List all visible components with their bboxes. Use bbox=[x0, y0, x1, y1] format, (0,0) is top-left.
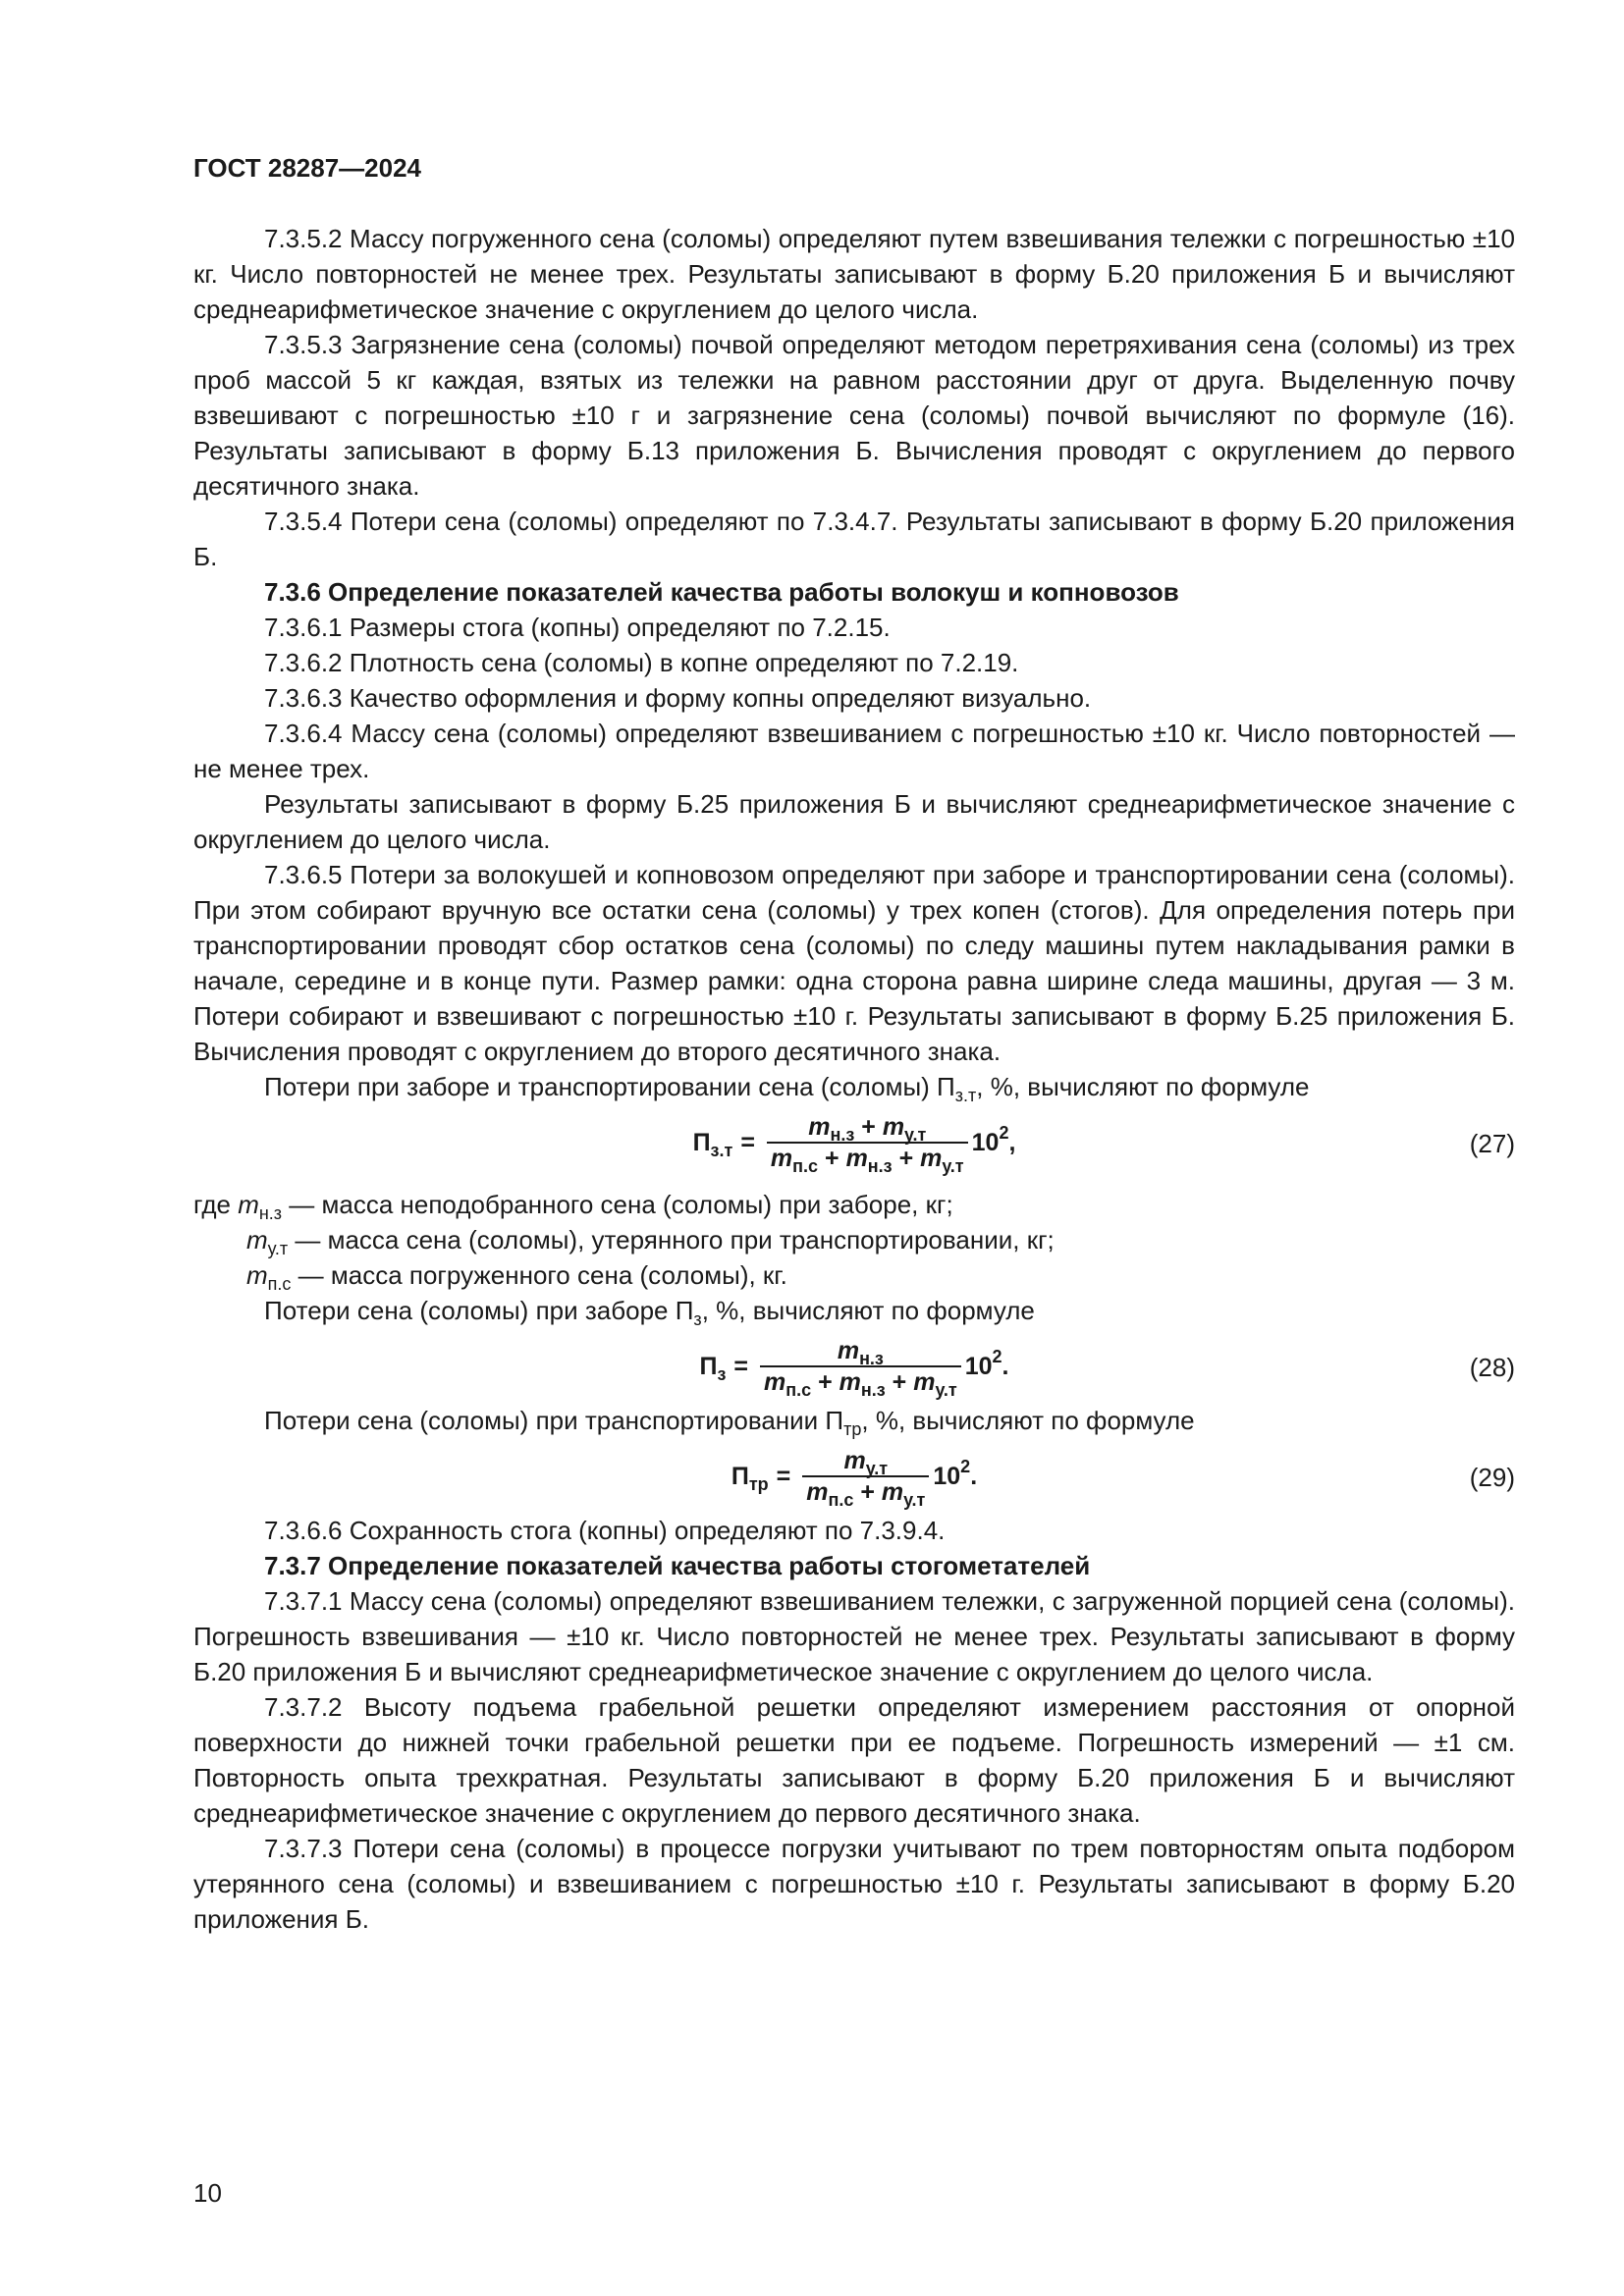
paragraph-7-3-6-2: 7.3.6.2 Плотность сена (соломы) в копне определяют по 7.2.19. bbox=[264, 648, 1019, 677]
formula-28-expression: $П_з$ = $\frac{m_{н.з}}{m_{п.с} + m_{н.з} + m_{у.т}}$ $10^2$. bbox=[699, 1337, 1009, 1400]
formula-29-fraction: $\frac{m_{у.т}}{m_{п.с} + m_{у.т}}$ bbox=[802, 1446, 929, 1507]
legend-row: $m_{у.т}$ — масса сена (соломы), утерянного при транспортировании, кг; bbox=[246, 1225, 1055, 1258]
document-body bbox=[193, 221, 1515, 1937]
section-heading-7-3-6: 7.3.6 Определение показателей качества работы волокуш и копновозов bbox=[264, 577, 1179, 607]
formula-27-number: (27) bbox=[1469, 1129, 1515, 1158]
formula-28-fraction: $\frac{m_{н.з}}{m_{п.с} + m_{н.з} + m_{у.т}}$ bbox=[760, 1336, 961, 1397]
page-number: 10 bbox=[193, 2178, 222, 2208]
formula-27-legend bbox=[193, 1187, 1515, 1293]
paragraph-7-3-6-3: 7.3.6.3 Качество оформления и форму копны определяют визуально. bbox=[264, 683, 1092, 713]
document-header: ГОСТ 28287—2024 bbox=[193, 153, 421, 183]
formula-27-fraction: $\frac{m_{н.з} + m_{у.т}}{m_{п.с} + m_{н.з} + m_{у.т}}$ bbox=[767, 1112, 968, 1173]
paragraph-7-3-6-1: 7.3.6.1 Размеры стога (копны) определяют по 7.2.15. bbox=[264, 613, 891, 642]
paragraph-7-3-7-2: 7.3.7.2 Высоту подъема грабельной решетки определяют измерением расстояния от опорной поверхности до нижней точки грабельной решетки при ее подъеме. Погрешность измерений — ±1 см. Повторность опыта трехкратная. Результаты записывают в форму Б.20 приложения Б и вычисляют среднеарифметическое значение с округлением до первого десятичного знака. bbox=[193, 1692, 1515, 1828]
formula-27 bbox=[193, 1104, 1515, 1187]
paragraph-7-3-5-2: 7.3.5.2 Массу погруженного сена (соломы) определяют путем взвешивания тележки с погрешностью ±10 кг. Число повторностей не менее трех. Результаты записывают в форму Б.20 приложения Б и вычисляют среднеарифметическое значение с округлением до целого числа. bbox=[193, 224, 1515, 324]
formula-29 bbox=[193, 1438, 1515, 1513]
paragraph-7-3-6-4: 7.3.6.4 Массу сена (соломы) определяют взвешиванием с погрешностью ±10 кг. Число повторностей — не менее трех. bbox=[193, 719, 1515, 783]
formula-29-expression: $П_{тр}$ = $\frac{m_{у.т}}{m_{п.с} + m_{у.т}}$ $10^2$. bbox=[731, 1447, 978, 1510]
formula-29-intro: Потери сена (соломы) при транспортировании $П_{тр}$, %, вычисляют по формуле bbox=[264, 1406, 1195, 1439]
legend-row: $m_{п.с}$ — масса погруженного сена (соломы), кг. bbox=[246, 1260, 787, 1294]
section-heading-7-3-7: 7.3.7 Определение показателей качества работы стогометателей bbox=[264, 1551, 1091, 1580]
legend-row: где $m_{н.з}$ — масса неподобранного сена (соломы) при заборе, кг; bbox=[193, 1190, 953, 1223]
paragraph-7-3-7-3: 7.3.7.3 Потери сена (соломы) в процессе погрузки учитывают по трем повторностям опыта подбором утерянного сена (соломы) и взвешиванием с погрешностью ±10 г. Результаты записывают в форму Б.20 приложения Б. bbox=[193, 1834, 1515, 1934]
paragraph-7-3-7-1: 7.3.7.1 Массу сена (соломы) определяют взвешиванием тележки, с загруженной порцией сена (соломы). Погрешность взвешивания — ±10 кг. Число повторностей не менее трех. Результаты записывают в форму Б.20 приложения Б и вычисляют среднеарифметическое значение с округлением до целого числа. bbox=[193, 1586, 1515, 1686]
formula-29-number: (29) bbox=[1469, 1463, 1515, 1492]
formula-27-expression: $П_{з.т}$ = $\frac{m_{н.з} + m_{у.т}}{m_{п.с} + m_{н.з} + m_{у.т}}$ $10^2$, bbox=[692, 1113, 1016, 1176]
formula-27-intro: Потери при заборе и транспортировании сена (соломы) $П_{з.т}$, %, вычисляют по формуле bbox=[264, 1072, 1310, 1105]
formula-28-intro: Потери сена (соломы) при заборе $П_з$, %, вычисляют по формуле bbox=[264, 1296, 1035, 1329]
paragraph-7-3-6-4-results: Результаты записывают в форму Б.25 приложения Б и вычисляют среднеарифметическое значение с округлением до целого числа. bbox=[193, 789, 1515, 854]
paragraph-7-3-6-5: 7.3.6.5 Потери за волокушей и копновозом определяют при заборе и транспортировании сена (соломы). При этом собирают вручную все остатки сена (соломы) у трех копен (стогов). Для определения потерь при транспортировании проводят сбор остатков сена (соломы) по следу машины путем накладывания рамки в начале, середине и в конце пути. Размер рамки: одна сторона равна ширине следа машины, другая — 3 м. Потери собирают и взвешивают с погрешностью ±10 г. Результаты записывают в форму Б.25 приложения Б. Вычисления проводят с округлением до второго десятичного знака. bbox=[193, 860, 1515, 1066]
paragraph-7-3-5-3: 7.3.5.3 Загрязнение сена (соломы) почвой определяют методом перетряхивания сена (соломы) из трех проб массой 5 кг каждая, взятых из тележки на равном расстоянии друг от друга. Выделенную почву взвешивают с погрешностью ±10 г и загрязнение сена (соломы) почвой вычисляют по формуле (16). Результаты записывают в форму Б.13 приложения Б. Вычисления проводят с округлением до первого десятичного знака. bbox=[193, 330, 1515, 501]
formula-28 bbox=[193, 1328, 1515, 1403]
paragraph-7-3-5-4: 7.3.5.4 Потери сена (соломы) определяют по 7.3.4.7. Результаты записывают в форму Б.20 приложения Б. bbox=[193, 507, 1515, 571]
paragraph-7-3-6-6: 7.3.6.6 Сохранность стога (копны) определяют по 7.3.9.4. bbox=[264, 1516, 946, 1545]
formula-28-number: (28) bbox=[1469, 1353, 1515, 1382]
